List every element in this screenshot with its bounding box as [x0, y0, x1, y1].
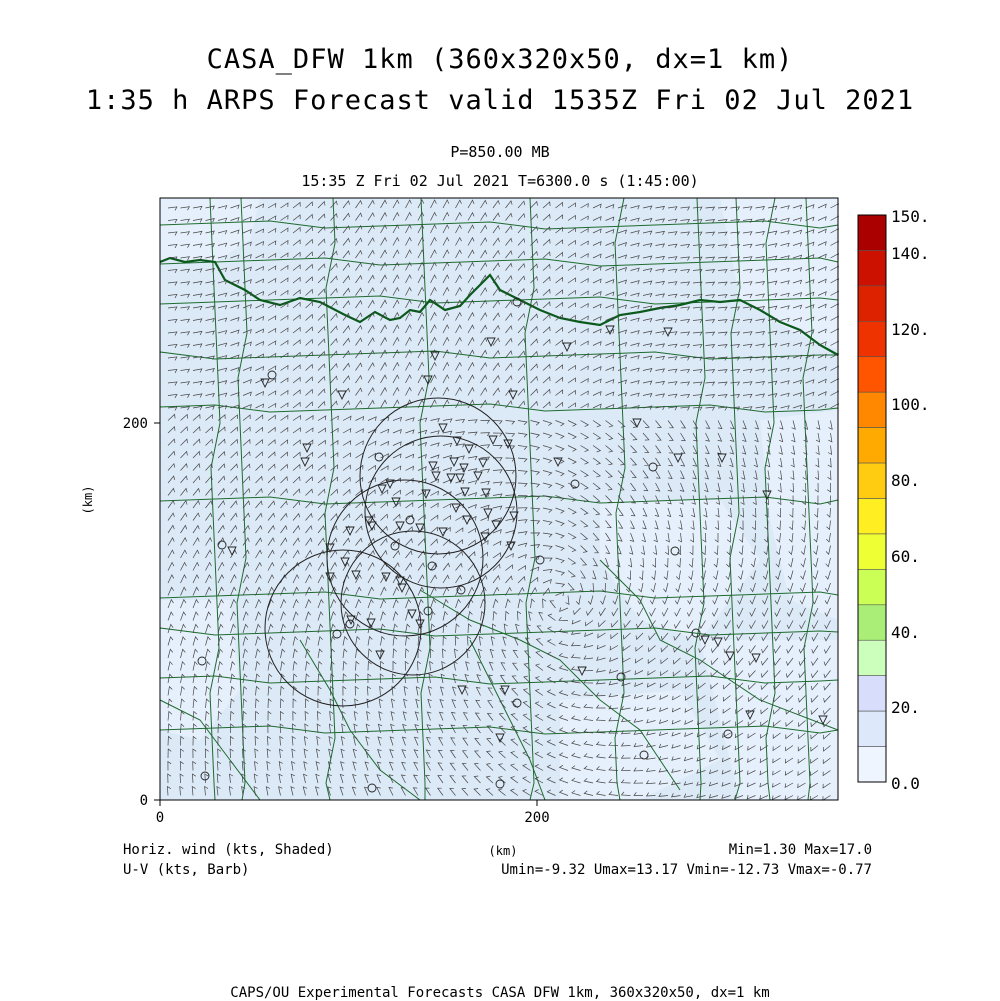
footer-uv-stats: Umin=-9.32 Umax=13.17 Vmin=-12.73 Vmax=-0.77 [501, 862, 872, 878]
colorbar-labels [891, 207, 930, 793]
colorbar-box-13 [858, 676, 886, 711]
colorbar-box-3 [858, 321, 886, 356]
colorbar-label-5: 60. [891, 547, 920, 566]
colorbar-box-10 [858, 569, 886, 604]
colorbar-label-0: 150. [891, 207, 930, 226]
colorbar-label-4: 80. [891, 471, 920, 490]
colorbar-box-9 [858, 534, 886, 569]
y-tick-label-0: 0 [139, 793, 148, 809]
colorbar-box-11 [858, 605, 886, 640]
chart-subtitle: 1:35 h ARPS Forecast valid 1535Z Fri 02 Jul 2021 [85, 85, 915, 116]
colorbar-box-0 [858, 215, 886, 250]
colorbar-box-1 [858, 250, 886, 285]
footer-minmax: Min=1.30 Max=17.0 [728, 842, 872, 858]
colorbar-box-7 [858, 463, 886, 498]
x-tick-label-0: 0 [155, 810, 165, 826]
colorbar-box-14 [858, 711, 886, 746]
footer-shaded-label: Horiz. wind (kts, Shaded) [123, 842, 334, 858]
y-axis-label: (km) [81, 485, 95, 515]
x-axis-label: (km) [488, 844, 518, 858]
chart-title: CASA_DFW 1km (360x320x50, dx=1 km) [206, 44, 794, 75]
colorbar-label-6: 40. [891, 623, 920, 642]
colorbar-boxes [858, 215, 886, 782]
colorbar-box-5 [858, 392, 886, 427]
colorbar-label-8: 0.0 [891, 774, 920, 793]
y-tick-label-200: 200 [122, 416, 148, 432]
valid-time: 15:35 Z Fri 02 Jul 2021 T=6300.0 s (1:45:00) [301, 172, 699, 190]
colorbar-box-2 [858, 286, 886, 321]
colorbar-label-7: 20. [891, 698, 920, 717]
colorbar-box-8 [858, 499, 886, 534]
colorbar-label-2: 120. [891, 320, 930, 339]
colorbar-box-15 [858, 747, 886, 782]
footer-credit: CAPS/OU Experimental Forecasts CASA DFW 1km, 360x320x50, dx=1 km [230, 985, 770, 1001]
colorbar-label-3: 100. [891, 395, 930, 414]
colorbar-box-6 [858, 428, 886, 463]
footer-barb-label: U-V (kts, Barb) [123, 862, 250, 878]
colorbar-box-4 [858, 357, 886, 392]
colorbar-box-12 [858, 640, 886, 675]
colorbar-label-1: 140. [891, 244, 930, 263]
pressure-level: P=850.00 MB [450, 143, 550, 161]
x-tick-label-200: 200 [524, 810, 550, 826]
